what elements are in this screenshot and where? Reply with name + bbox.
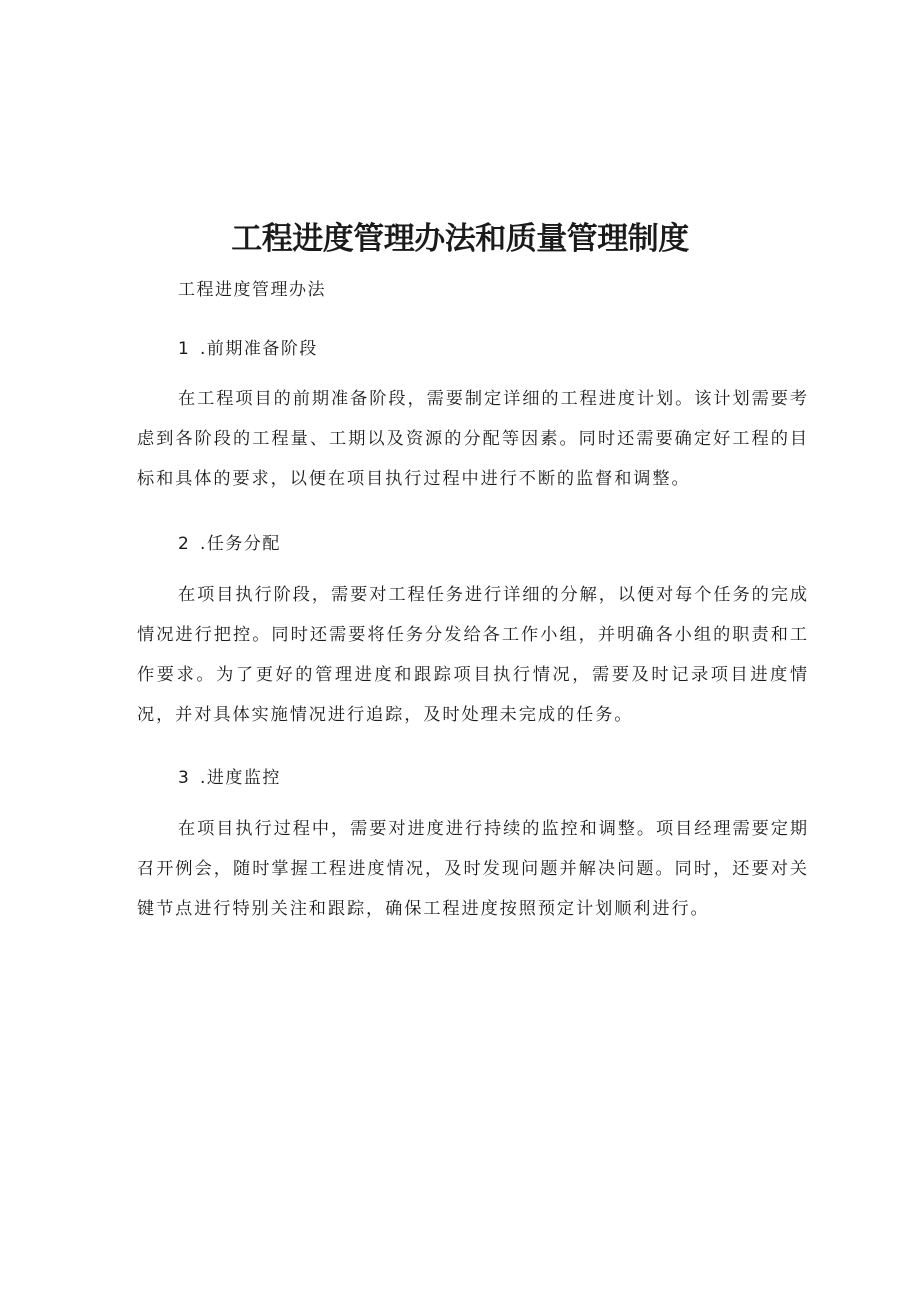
section-title-1: .前期准备阶段 [200,339,318,359]
section-body-2: 在项目执行阶段，需要对工程任务进行详细的分解，以便对每个任务的完成情况进行把控。同时还需要将任务分发给各工作小组，并明确各小组的职责和工作要求。为了更好的管理进度和跟踪项目执行情况，需要及时记录项目进度情况，并对具体实施情况进行追踪，及时处理未完成的任务。 [137,585,809,725]
section-number-2: 2 [178,534,191,554]
section-number-3: 3 [178,768,191,788]
section-title-3: .进度监控 [200,768,281,788]
section-heading-2 [178,530,281,558]
document-subtitle: 工程进度管理办法 [178,280,326,300]
section-body-3: 在项目执行过程中，需要对进度进行持续的监控和调整。项目经理需要定期召开例会，随时掌握工程进度情况，及时发现问题并解决问题。同时，还要对关键节点进行特别关注和跟踪，确保工程进度按照预定计划顺利进行。 [137,819,809,919]
section-body-1: 在工程项目的前期准备阶段，需要制定详细的工程进度计划。该计划需要考虑到各阶段的工程量、工期以及资源的分配等因素。同时还需要确定好工程的目标和具体的要求，以便在项目执行过程中进行不断的监督和调整。 [137,389,809,489]
section-number-1: 1 [178,339,191,359]
section-heading-1 [178,335,318,363]
section-title-2: .任务分配 [200,534,281,554]
section-heading-3 [178,764,281,792]
document-title: 工程进度管理办法和质量管理制度 [231,221,689,257]
